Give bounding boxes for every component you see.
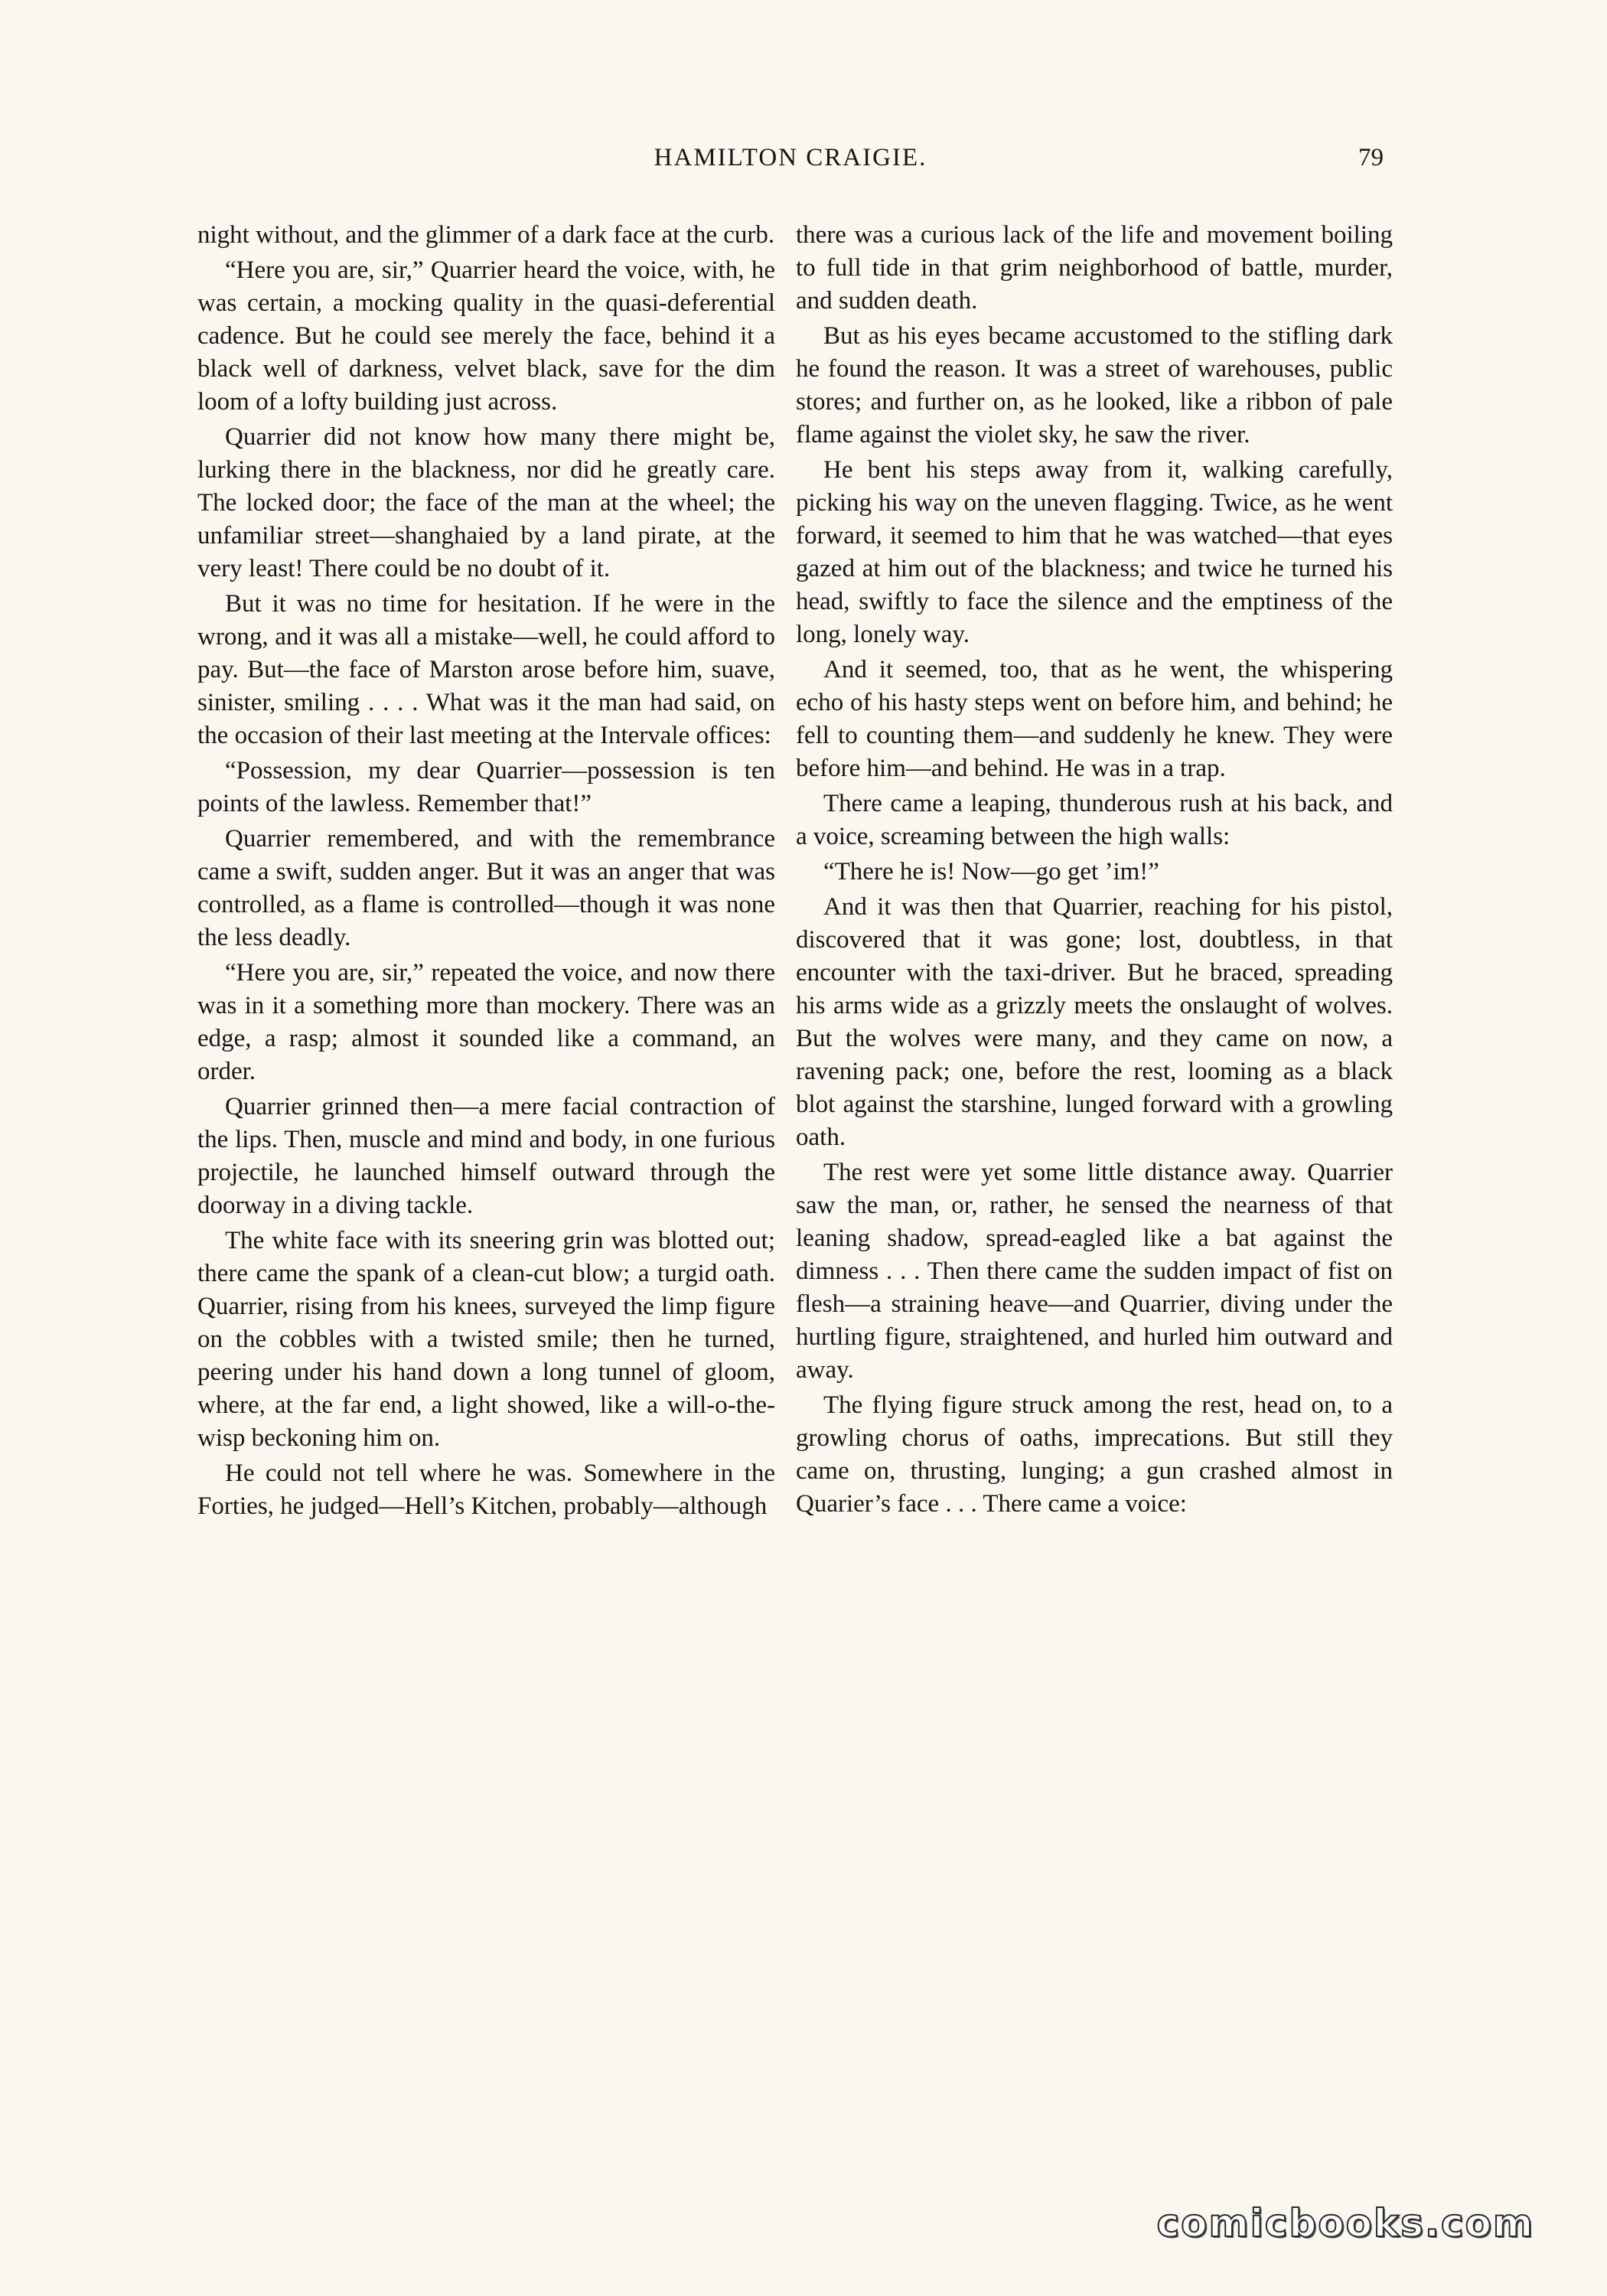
running-head: HAMILTON CRAIGIE. [654,144,927,171]
paragraph: there was a curious lack of the life and movement boiling to full tide in that grim neighborhood of battle, murder, and sudden death. [796,221,1393,315]
paragraph: But it was no time for hesitation. If he were in the wrong, and it was all a mistake—well, he could afford to pay. But—the face of Marston arose before him, suave, sinister, smiling . . . . What was it the man had said, on the occasion of their last meeting at the Intervale offices: [197,590,775,749]
paragraph: He bent his steps away from it, walking carefully, picking his way on the uneven flagging. Twice, as he went forward, it seemed to him that he was watched—that eyes gazed at him out of the blackness; and twice he turned his head, swiftly to face the silence and the emptiness of the long, lonely way. [796,456,1393,648]
paragraph: “Possession, my dear Quarrier—possession is ten points of the lawless. Remember that!” [197,757,775,817]
paragraph: Quarrier remembered, and with the remembrance came a swift, sudden anger. But it was an anger that was controlled, as a flame is controlled—though it was none the less deadly. [197,825,775,951]
paragraph: night without, and the glimmer of a dark face at the curb. [197,221,775,249]
page-header [197,144,1384,182]
paragraph: And it was then that Quarrier, reaching for his pistol, discovered that it was gone; lost, doubtless, in that encounter with the taxi-driver. But he braced, spreading his arms wide as a grizzly meets the onslaught of wolves. But the wolves were many, and they came on now, a ravening pack; one, before the rest, looming as a black blot against the starshine, lunged forward with a growling oath. [796,893,1393,1151]
left-column [197,219,775,1525]
paragraph: The flying figure struck among the rest, head on, to a growling chorus of oaths, imprecations. But still they came on, thrusting, lunging; a gun crashed almost in Quarier’s face . . . There came a voice: [796,1391,1393,1518]
paragraph: Quarrier grinned then—a mere facial contraction of the lips. Then, muscle and mind and body, in one furious projectile, he launched himself outward through the doorway in a diving tackle. [197,1093,775,1219]
paragraph: Quarrier did not know how many there might be, lurking there in the blackness, nor did he greatly care. The locked door; the face of the man at the wheel; the unfamiliar street—shanghaied by a land pirate, at the very least! There could be no doubt of it. [197,423,775,582]
paragraph: There came a leaping, thunderous rush at his back, and a voice, screaming between the high walls: [796,790,1393,850]
paragraph: “Here you are, sir,” repeated the voice, and now there was in it a something more than mockery. There was an edge, a rasp; almost it sounded like a command, an order. [197,959,775,1085]
paragraph: He could not tell where he was. Somewhere in the Forties, he judged—Hell’s Kitchen, probably—although [197,1459,775,1520]
paragraph: And it seemed, too, that as he went, the whispering echo of his hasty steps went on before him, and behind; he fell to counting them—and suddenly he knew. They were before him—and behind. He was in a trap. [796,656,1393,782]
paragraph: “Here you are, sir,” Quarrier heard the voice, with, he was certain, a mocking quality in the quasi-deferential cadence. But he could see merely the face, behind it a black well of darkness, velvet black, save for the dim loom of a lofty building just across. [197,256,775,416]
paragraph: But as his eyes became accustomed to the stifling dark he found the reason. It was a street of warehouses, public stores; and further on, as he looked, like a ribbon of pale flame against the violet sky, he saw the river. [796,322,1393,448]
paragraph: The white face with its sneering grin was blotted out; there came the spank of a clean-cut blow; a turgid oath. Quarrier, rising from his knees, surveyed the limp figure on the cobbles with a twisted smile; then he turned, peering under his hand down a long tunnel of gloom, where, at the far end, a light showed, like a will-o-the-wisp beckoning him on. [197,1227,775,1452]
paragraph: The rest were yet some little distance away. Quarrier saw the man, or, rather, he sensed the nearness of that leaning shadow, spread-eagled like a bat against the dimness . . . Then there came the sudden impact of fist on flesh—a straining heave—and Quarrier, diving under the hurtling figure, straightened, and hurled him outward and away. [796,1159,1393,1384]
right-column [796,219,1393,1523]
page-number: 79 [1358,144,1384,171]
watermark: comicbooks.com [1156,2201,1534,2245]
paragraph: “There he is! Now—go get ’im!” [823,858,1159,885]
